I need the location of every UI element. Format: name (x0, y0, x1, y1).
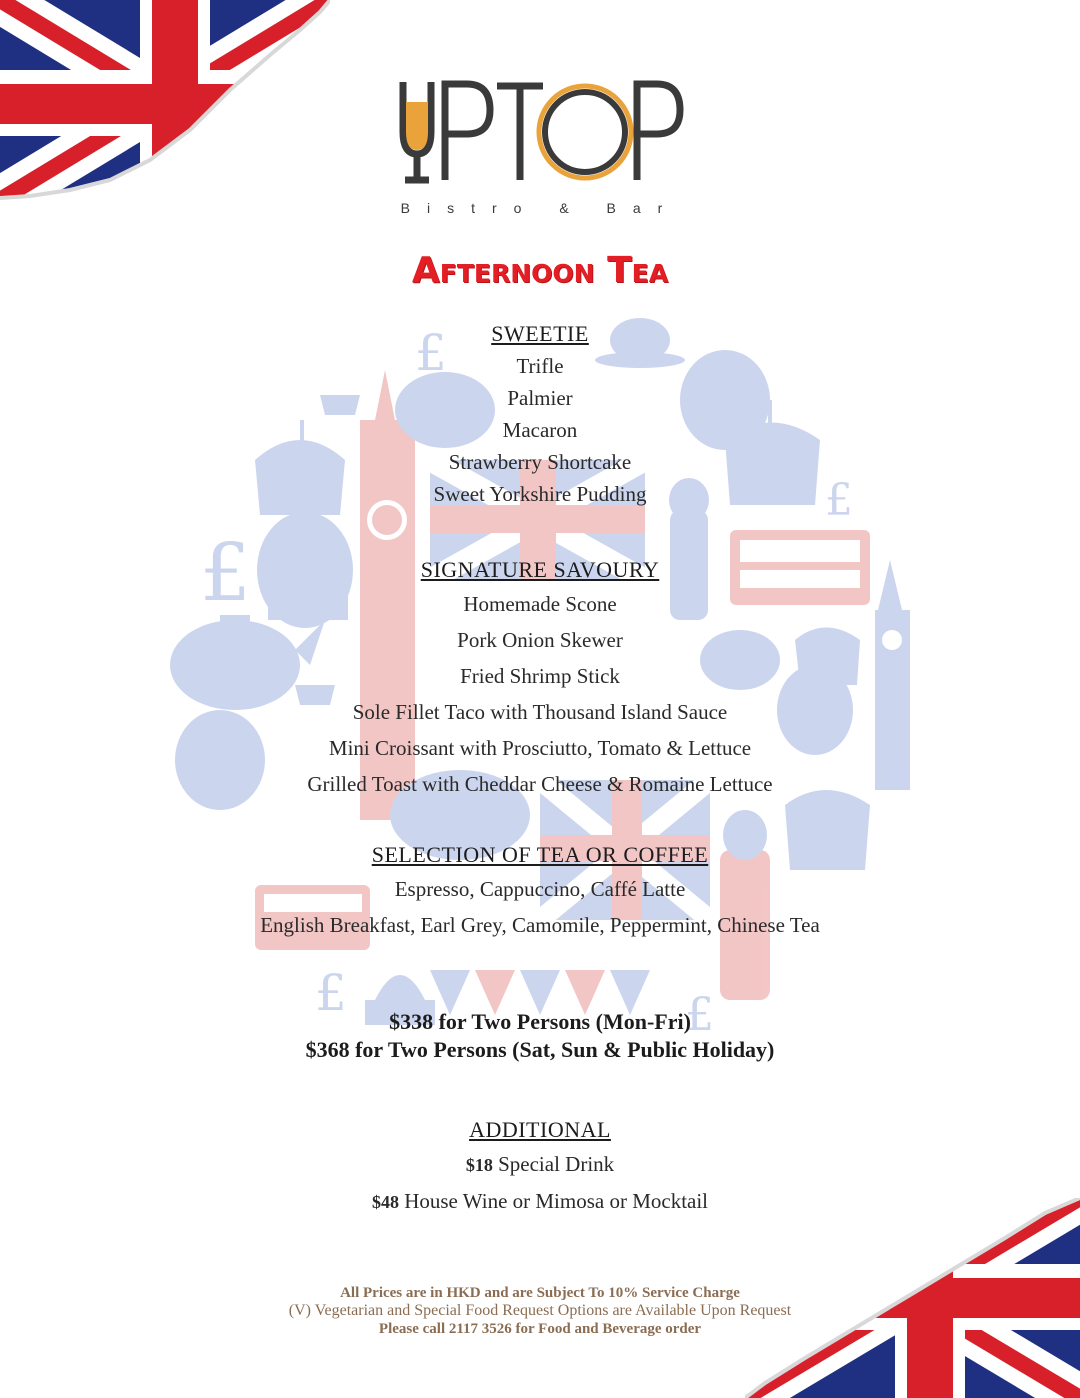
footer-vegetarian-note: (V) Vegetarian and Special Food Request Options are Available Upon Request (288, 1302, 792, 1319)
menu-item: Grilled Toast with Cheddar Cheese & Romaine Lettuce (307, 772, 773, 796)
menu-item: Espresso, Cappuccino, Caffé Latte (394, 877, 686, 901)
pound-sign-icon: £ (415, 324, 447, 382)
menu-item (0, 1183, 1080, 1220)
menu-item: Homemade Scone (463, 592, 617, 616)
menu-item: Fried Shrimp Stick (460, 664, 620, 688)
price-weekend: $368 for Two Persons (Sat, Sun & Public Holiday) (305, 1037, 775, 1062)
sweetie-section (0, 318, 1080, 510)
menu-item: English Breakfast, Earl Grey, Camomile, Peppermint, Chinese Tea (260, 913, 820, 937)
additional-section (0, 1114, 1080, 1220)
page-title: Afternoon Tea (411, 250, 669, 291)
menu-item: Sweet Yorkshire Pudding (433, 482, 647, 506)
section-heading: SWEETIE (491, 321, 589, 346)
logo-subtitle: Bistro & Bar (400, 200, 680, 216)
section-heading: SIGNATURE SAVOURY (420, 557, 660, 582)
section-heading: ADDITIONAL (469, 1117, 611, 1142)
menu-item: Trifle (516, 354, 564, 378)
uptop-logo (0, 72, 1080, 192)
menu-item: Sole Fillet Taco with Thousand Island Sauce (352, 700, 728, 724)
item-label: House Wine or Mimosa or Mocktail (404, 1189, 709, 1213)
menu-item: Pork Onion Skewer (457, 628, 623, 652)
pound-sign-icon: £ (685, 987, 715, 1030)
footer-notes (0, 1284, 1080, 1338)
section-heading: SELECTION OF TEA OR COFFEE (371, 842, 709, 867)
pound-sign-icon: £ (200, 526, 251, 619)
item-price: $48 (371, 1192, 399, 1212)
drinks-section (0, 839, 1080, 943)
item-price: $18 (465, 1155, 493, 1175)
pound-sign-icon: £ (825, 475, 853, 526)
uptop-logo-mark (395, 72, 685, 192)
menu-item: Mini Croissant with Prosciutto, Tomato & Lettuce (328, 736, 752, 760)
menu-item: Palmier (507, 386, 573, 410)
menu-item: Macaron (502, 418, 578, 442)
price-weekday: $338 for Two Persons (Mon-Fri) (389, 1009, 691, 1034)
menu-item: Strawberry Shortcake (448, 450, 632, 474)
pound-sign-icon: £ (315, 964, 347, 1022)
savoury-section (0, 554, 1080, 802)
item-label: Special Drink (498, 1152, 615, 1176)
footer-service-charge: All Prices are in HKD and are Subject To 10% Service Charge (340, 1285, 740, 1301)
footer-phone: Please call 2117 3526 for Food and Beverage order (378, 1321, 702, 1337)
menu-item (0, 1146, 1080, 1183)
